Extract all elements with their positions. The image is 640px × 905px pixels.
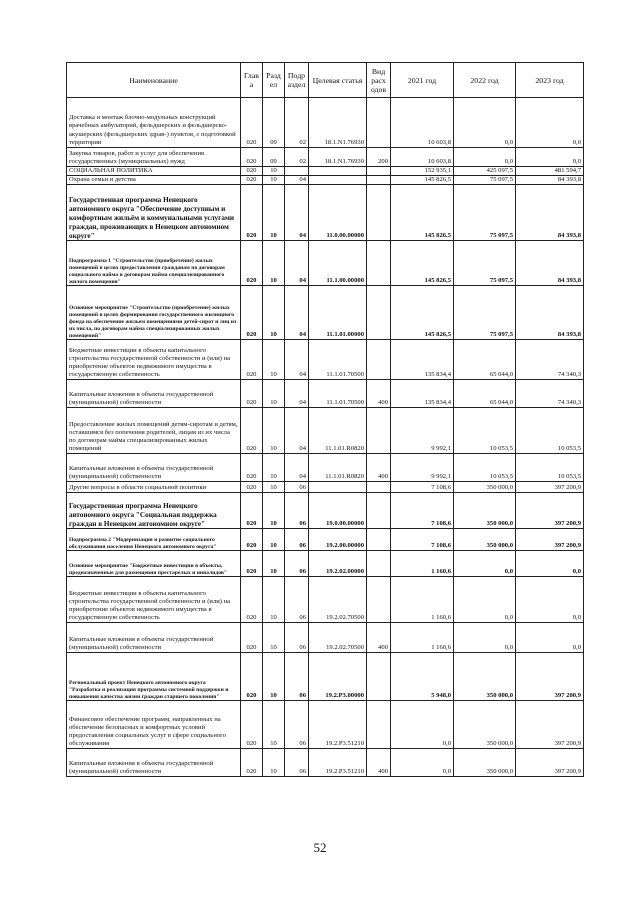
table-row [67,148,584,167]
row-razdel: 09 [263,148,285,167]
table-row [67,167,584,176]
header-razdel: Разд ел [263,63,285,98]
row-statya: 19.2.02.70500 [309,577,367,623]
row-razdel: 10 [263,167,285,176]
row-glava: 020 [241,749,263,777]
row-vid [367,176,391,185]
row-statya: 11.1.01.70500 [309,380,367,408]
row-podrazdel: 04 [285,340,309,380]
row-vid [367,529,391,551]
row-statya: 11.0.00.00000 [309,185,367,241]
table-row [67,529,584,551]
row-podrazdel: 06 [285,551,309,577]
row-name: Государственная программа Ненецкого автономного округа "Обеспечение доступным и комфортным жильём и коммунальными услугами граждан, проживающих в Ненецком автономном округе" [67,185,241,241]
row-2021: 7 108,6 [391,493,454,529]
row-2021: 10 603,8 [391,98,454,148]
row-name: Бюджетные инвестиции в объекты капитального строительства государственной собственности и (или) на приобретение объектов недвижимого имущества в государственную собственность [67,340,241,380]
row-statya: 11.1.00.00000 [309,241,367,286]
row-glava: 020 [241,653,263,701]
row-2021: 5 948,0 [391,653,454,701]
row-2022: 0,0 [454,623,516,653]
row-statya: 11.1.01.R0820 [309,408,367,454]
row-podrazdel [285,167,309,176]
row-podrazdel: 04 [285,286,309,340]
row-name: Охрана семьи и детства [67,176,241,185]
row-2023: 74 340,3 [516,340,584,380]
row-glava: 020 [241,167,263,176]
row-2022: 0,0 [454,551,516,577]
row-podrazdel: 02 [285,98,309,148]
row-2021: 145 826,5 [391,185,454,241]
table-row [67,286,584,340]
row-name: Доставка и монтаж блочно-модульных конструкций врачебных амбулаторий, фельдшерских и фельдшерско-акушерских (фельдшерских здрав-) пунктов, с подготовкой территории [67,98,241,148]
table-row [67,241,584,286]
row-2023: 84 393,8 [516,176,584,185]
row-razdel: 10 [263,185,285,241]
table-row [67,701,584,749]
row-vid: 400 [367,380,391,408]
table-row [67,408,584,454]
row-glava: 020 [241,408,263,454]
row-2023: 0,0 [516,551,584,577]
row-razdel: 10 [263,340,285,380]
row-razdel: 10 [263,701,285,749]
row-statya: 19.2.P3.51210 [309,749,367,777]
row-vid [367,653,391,701]
row-glava: 020 [241,148,263,167]
row-podrazdel: 04 [285,454,309,482]
row-razdel: 10 [263,176,285,185]
row-2022: 425 097,5 [454,167,516,176]
row-statya: 18.1.N1.76930 [309,98,367,148]
row-glava: 020 [241,340,263,380]
row-name: Предоставление жилых помещений детям-сиротам и детям, оставшимся без попечения родителей, лицам из их числа по договорам найма специализированных жилых помещений [67,408,241,454]
table-row [67,454,584,482]
table-row [67,185,584,241]
row-2023: 84 393,8 [516,286,584,340]
row-2023: 481 594,7 [516,167,584,176]
row-2023: 0,0 [516,577,584,623]
row-podrazdel: 04 [285,408,309,454]
row-podrazdel: 04 [285,176,309,185]
row-podrazdel: 04 [285,241,309,286]
row-vid [367,286,391,340]
row-name: Финансовое обеспечение программ, направленных на обеспечение безопасных и комфортных условий предоставления социальных услуг в сфере социального обслуживания [67,701,241,749]
row-glava: 020 [241,185,263,241]
row-glava: 020 [241,176,263,185]
row-glava: 020 [241,701,263,749]
row-vid [367,701,391,749]
row-2022: 350 000,0 [454,701,516,749]
row-2023: 74 340,3 [516,380,584,408]
row-glava: 020 [241,241,263,286]
row-razdel: 10 [263,529,285,551]
row-2021: 10 603,8 [391,148,454,167]
row-2023: 0,0 [516,148,584,167]
row-2023: 0,0 [516,98,584,148]
row-name: Бюджетные инвестиции в объекты капитального строительства государственной собственности и (или) на приобретение объектов недвижимого имущества в государственную собственность [67,577,241,623]
row-2021: 1 160,6 [391,623,454,653]
row-razdel: 10 [263,623,285,653]
row-2023: 397 200,9 [516,529,584,551]
header-2021: 2021 год [391,63,454,98]
row-statya: 11.1.01.R0820 [309,454,367,482]
table-row [67,98,584,148]
row-razdel: 10 [263,380,285,408]
row-glava: 020 [241,493,263,529]
row-glava: 020 [241,454,263,482]
row-name: Подпрограмма 2 "Модернизация и развитие социального обслуживания населения Ненецкого автономного округа" [67,529,241,551]
row-vid [367,577,391,623]
row-2021: 7 108,6 [391,482,454,493]
header-podrazdel: Подр аздел [285,63,309,98]
row-2022: 350 000,0 [454,493,516,529]
row-2022: 350 000,0 [454,653,516,701]
table-row [67,380,584,408]
header-vid: Вид расх одов [367,63,391,98]
row-glava: 020 [241,380,263,408]
row-vid: 400 [367,454,391,482]
row-2022: 65 044,0 [454,340,516,380]
row-razdel: 10 [263,482,285,493]
row-2022: 350 000,0 [454,482,516,493]
row-vid [367,493,391,529]
row-podrazdel: 06 [285,701,309,749]
row-name: Государственная программа Ненецкого автономного округа "Социальная поддержка граждан в Ненецком автономном округе" [67,493,241,529]
row-2023: 84 393,8 [516,185,584,241]
row-statya: 19.0.00.00000 [309,493,367,529]
row-2023: 10 053,5 [516,408,584,454]
row-vid [367,98,391,148]
row-vid [367,340,391,380]
row-2022: 0,0 [454,98,516,148]
row-podrazdel: 04 [285,380,309,408]
row-vid: 400 [367,749,391,777]
row-2021: 145 826,5 [391,286,454,340]
row-name: Закупка товаров, работ и услуг для обеспечения государственных (муниципальных) нужд [67,148,241,167]
header-statya: Целевая статья [309,63,367,98]
row-podrazdel: 02 [285,148,309,167]
row-vid: 400 [367,623,391,653]
table-row [67,493,584,529]
row-razdel: 10 [263,454,285,482]
header-glava: Глав а [241,63,263,98]
row-vid [367,408,391,454]
row-razdel: 10 [263,493,285,529]
table-row [67,551,584,577]
row-2021: 7 108,6 [391,529,454,551]
row-statya: 19.2.P3.51210 [309,701,367,749]
row-statya: 11.1.01.00000 [309,286,367,340]
row-glava: 020 [241,551,263,577]
row-razdel: 10 [263,577,285,623]
row-name: Основное мероприятие "Бюджетные инвестиции в объекты, предназначенные для размещения престарелых и инвалидов" [67,551,241,577]
row-glava: 020 [241,577,263,623]
row-2022: 350 000,0 [454,749,516,777]
row-2021: 1 160,6 [391,577,454,623]
row-podrazdel: 04 [285,185,309,241]
row-name: Капитальные вложения в объекты государственной (муниципальной) собственности [67,380,241,408]
row-statya [309,167,367,176]
row-name: Подпрограмма 1 "Строительство (приобретение) жилых помещений в целях предоставления гражданам по договорам социального найма и договорам найма специализированного жилого помещения" [67,241,241,286]
row-2022: 0,0 [454,577,516,623]
row-name: Капитальные вложения в объекты государственной (муниципальной) собственности [67,454,241,482]
row-2021: 9 992,1 [391,454,454,482]
table-row [67,749,584,777]
row-razdel: 10 [263,653,285,701]
row-podrazdel: 06 [285,653,309,701]
row-razdel: 10 [263,408,285,454]
header-2022: 2022 год [454,63,516,98]
row-glava: 020 [241,482,263,493]
row-vid: 200 [367,148,391,167]
row-glava: 020 [241,98,263,148]
row-name: СОЦИАЛЬНАЯ ПОЛИТИКА [67,167,241,176]
row-statya [309,176,367,185]
row-2022: 10 053,5 [454,454,516,482]
row-2021: 0,0 [391,749,454,777]
row-2021: 1 160,6 [391,551,454,577]
table-row [67,482,584,493]
row-vid [367,185,391,241]
row-2022: 350 000,0 [454,529,516,551]
row-name: Основное мероприятие "Строительство (приобретение) жилых помещений в целях формирования государственного жилищного фонда на обеспечение жильем помещениями детей-сирот и лиц из их числа, по договорам найма специализированных жилых помещений" [67,286,241,340]
row-glava: 020 [241,623,263,653]
row-2021: 145 826,5 [391,241,454,286]
budget-table [66,62,584,777]
row-statya: 19.2.02.00000 [309,551,367,577]
row-2021: 152 935,1 [391,167,454,176]
page-number: 52 [313,840,327,855]
row-podrazdel: 06 [285,749,309,777]
row-podrazdel: 06 [285,493,309,529]
row-statya: 11.1.01.70500 [309,340,367,380]
row-razdel: 10 [263,286,285,340]
row-name: Капитальные вложения в объекты государственной (муниципальной) собственности [67,749,241,777]
row-2023: 397 200,9 [516,482,584,493]
row-2022: 75 097,5 [454,286,516,340]
row-podrazdel: 06 [285,482,309,493]
row-podrazdel: 06 [285,577,309,623]
table-row [67,176,584,185]
row-2022: 10 053,5 [454,408,516,454]
row-statya: 19.2.02.70500 [309,623,367,653]
row-2023: 0,0 [516,623,584,653]
row-razdel: 10 [263,749,285,777]
row-podrazdel: 06 [285,623,309,653]
table-row [67,653,584,701]
row-2023: 397 200,9 [516,653,584,701]
table-header-row [67,63,584,98]
row-name: Другие вопросы в области социальной политики [67,482,241,493]
header-name: Наименование [67,63,241,98]
row-2021: 9 992,1 [391,408,454,454]
row-glava: 020 [241,529,263,551]
row-2023: 10 053,5 [516,454,584,482]
row-vid [367,482,391,493]
row-2023: 397 200,9 [516,493,584,529]
row-2023: 84 393,8 [516,241,584,286]
row-razdel: 10 [263,551,285,577]
row-2021: 135 834,4 [391,340,454,380]
row-2023: 397 200,9 [516,701,584,749]
row-razdel: 10 [263,241,285,286]
header-2023: 2023 год [516,63,584,98]
row-2023: 397 200,9 [516,749,584,777]
row-statya: 19.2.P3.00000 [309,653,367,701]
row-statya [309,482,367,493]
row-vid [367,551,391,577]
row-glava: 020 [241,286,263,340]
row-2022: 65 044,0 [454,380,516,408]
row-2022: 75 097,5 [454,241,516,286]
row-2022: 0,0 [454,148,516,167]
row-razdel: 09 [263,98,285,148]
row-name: Региональный проект Ненецкого автономного округа "Разработка и реализация программы системной поддержки и повышения качества жизни граждан старшего поколения" [67,653,241,701]
table-row [67,623,584,653]
row-vid [367,167,391,176]
table-row [67,340,584,380]
row-vid [367,241,391,286]
row-podrazdel: 06 [285,529,309,551]
row-2022: 75 097,5 [454,185,516,241]
row-2022: 75 097,5 [454,176,516,185]
row-name: Капитальные вложения в объекты государственной (муниципальной) собственности [67,623,241,653]
row-2021: 0,0 [391,701,454,749]
row-statya: 19.2.00.00000 [309,529,367,551]
row-statya: 18.1.N1.76930 [309,148,367,167]
row-2021: 145 826,5 [391,176,454,185]
table-row [67,577,584,623]
row-2021: 135 834,4 [391,380,454,408]
